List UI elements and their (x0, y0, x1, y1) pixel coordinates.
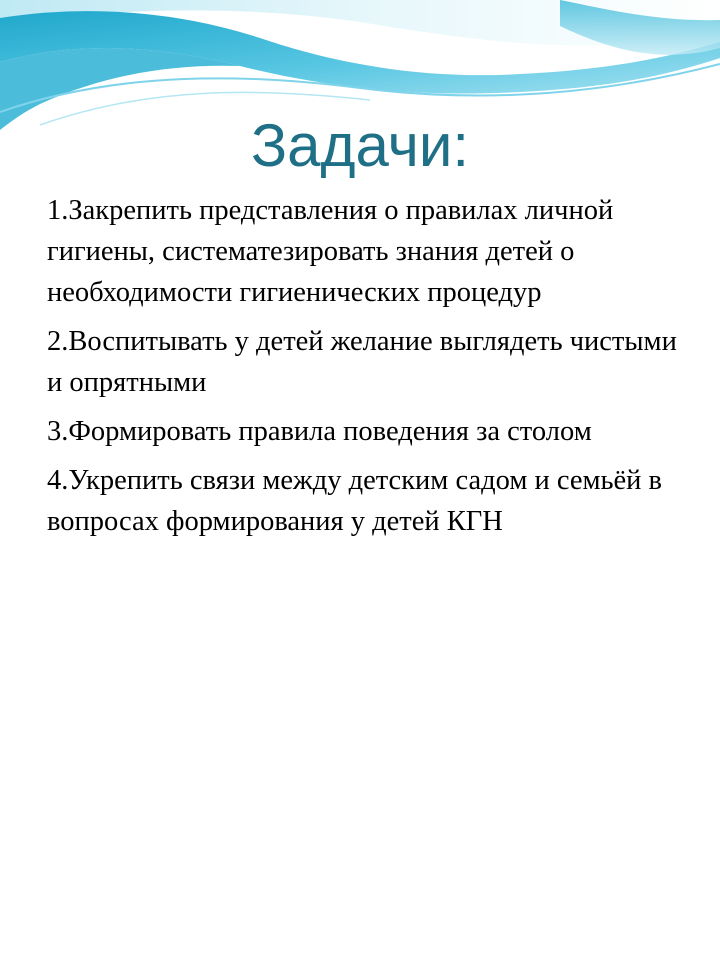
task-item-3: 3.Формировать правила поведения за столом (47, 416, 592, 447)
slide-title: Задачи: (250, 112, 470, 179)
task-list (47, 190, 697, 550)
task-item-1: 1.Закрепить представления о правилах личной гигиены, систематезировать знания детей о необходимости гигиенических процедур (47, 195, 614, 308)
task-item-4: 4.Укрепить связи между детским садом и семьёй в вопросах формирования у детей КГН (47, 465, 663, 537)
task-item-2: 2.Воспитывать у детей желание выглядеть чистыми и опрятными (47, 326, 677, 398)
